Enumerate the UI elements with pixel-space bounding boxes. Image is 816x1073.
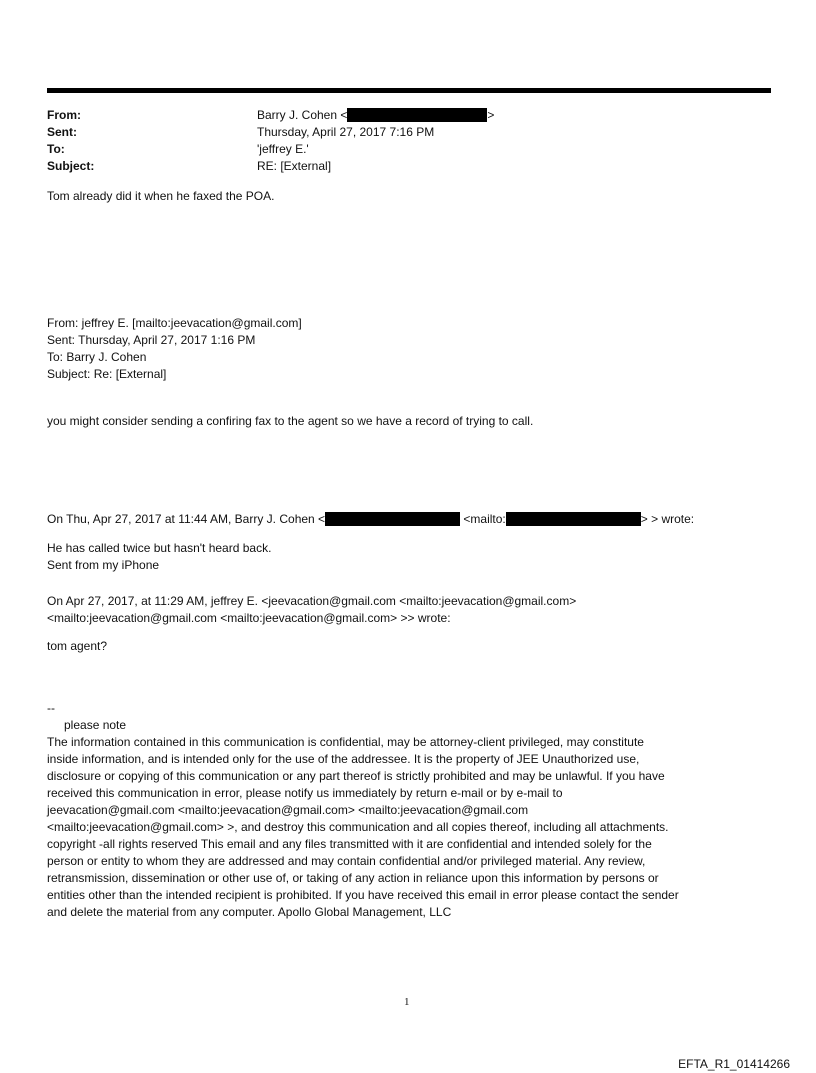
header-rule <box>47 88 771 93</box>
redaction <box>347 108 487 122</box>
disclaimer-line: disclosure or copying of this communication or any part thereof is strictly prohibited and may be unlawful. If you have <box>47 769 665 783</box>
sent-label: Sent: <box>47 125 77 139</box>
to-label: To: <box>47 142 65 156</box>
quoted-body: you might consider sending a confiring fax to the agent so we have a record of trying to call. <box>47 414 534 428</box>
to-value: 'jeffrey E.' <box>257 142 309 156</box>
on-thu-prefix: On Thu, Apr 27, 2017 at 11:44 AM, Barry J. Cohen < <box>47 512 326 526</box>
page-number: 1 <box>404 996 410 1008</box>
redaction <box>325 512 460 526</box>
reply-body: Tom already did it when he faxed the POA. <box>47 189 275 203</box>
disclaimer-line: The information contained in this communication is confidential, may be attorney-client privileged, may constitute <box>47 735 644 749</box>
subject-value: RE: [External] <box>257 159 332 173</box>
tom-agent: tom agent? <box>47 639 108 653</box>
quoted-to: To: Barry J. Cohen <box>47 350 147 364</box>
on-thu-mailto: <mailto: <box>463 512 506 526</box>
disclaimer-line: <mailto:jeevacation@gmail.com> >, and destroy this communication and all copies thereof, including all attachments. <box>47 820 669 834</box>
sent-value: Thursday, April 27, 2017 7:16 PM <box>257 125 435 139</box>
quoted-from: From: jeffrey E. [mailto:jeevacation@gmail.com] <box>47 316 302 330</box>
sent-from-iphone: Sent from my iPhone <box>47 558 160 572</box>
disclaimer-line: person or entity to whom they are addressed and may contain confidential and/or privileged material. Any review, <box>47 854 646 868</box>
called-twice: He has called twice but hasn't heard back. <box>47 541 272 555</box>
from-label: From: <box>47 108 81 122</box>
please-note: please note <box>64 718 127 732</box>
on-thu-suffix: > > wrote: <box>640 512 695 526</box>
disclaimer-line: inside information, and is intended only for the use of the addressee. It is the property of JEE Unauthorized use, <box>47 752 640 766</box>
disclaimer-line: received this communication in error, please notify us immediately by return e-mail or by e-mail to <box>47 786 563 800</box>
disclaimer-line: and delete the material from any computer. Apollo Global Management, LLC <box>47 905 452 919</box>
bates-id: EFTA_R1_01414266 <box>678 1057 790 1071</box>
quoted-sent: Sent: Thursday, April 27, 2017 1:16 PM <box>47 333 256 347</box>
on-apr-line-2: <mailto:jeevacation@gmail.com <mailto:jeevacation@gmail.com> >> wrote: <box>47 611 451 625</box>
on-thu-line <box>47 511 694 528</box>
from-name: Barry J. Cohen < <box>257 108 348 122</box>
from-value <box>257 107 494 124</box>
redaction <box>506 512 641 526</box>
on-apr-line-1: On Apr 27, 2017, at 11:29 AM, jeffrey E. <jeevacation@gmail.com <mailto:jeevacation@gmail.com> <box>47 594 577 608</box>
disclaimer-line: jeevacation@gmail.com <mailto:jeevacation@gmail.com> <mailto:jeevacation@gmail.com <box>47 803 529 817</box>
disclaimer-line: entities other than the intended recipient is prohibited. If you have received this email in error please contact the sender <box>47 888 679 902</box>
disclaimer-line: copyright -all rights reserved This email and any files transmitted with it are confidential and intended solely for the <box>47 837 652 851</box>
quoted-subject: Subject: Re: [External] <box>47 367 167 381</box>
sig-dashes: -- <box>47 701 55 715</box>
from-close: > <box>487 108 495 122</box>
disclaimer-line: retransmission, dissemination or other use of, or taking of any action in reliance upon this information by persons or <box>47 871 659 885</box>
subject-label: Subject: <box>47 159 95 173</box>
